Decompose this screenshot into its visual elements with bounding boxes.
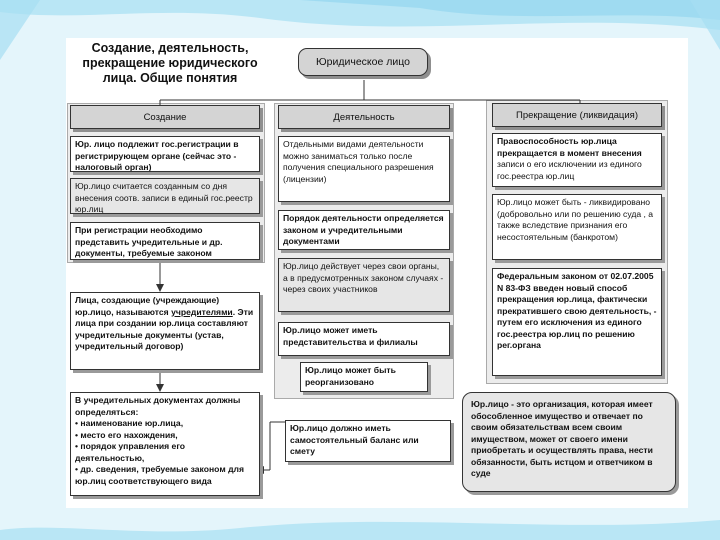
founders-text-part2: . Эти лица при создании юр.лица составляют учредительные документы (устав, учредительный договор)	[75, 306, 254, 351]
activity-organs-box	[278, 258, 450, 312]
founders-term: учредителями	[171, 306, 233, 317]
creation-registration-text: Юр. лицо подлежит гос.регистрации в регистрирующем органе (сейчас это - налоговый орган)	[75, 139, 239, 172]
termination-capacity-bold: Правоспособность юр.лица прекращается в момент внесения	[497, 136, 642, 158]
creation-date-box	[70, 178, 260, 214]
termination-law-box	[492, 268, 662, 376]
activity-branches-text: Юр.лицо может иметь представительства и филиалы	[283, 325, 418, 347]
creation-founders-box	[70, 292, 260, 370]
creation-header: Создание	[70, 105, 260, 129]
activity-branches-box	[278, 322, 450, 356]
contents-intro: В учредительных документах должны определяться:	[75, 395, 241, 417]
contents-item: • порядок управления его деятельностью,	[75, 441, 186, 463]
activity-organs-text: Юр.лицо действует через свои органы, а в предусмотренных законом случаях - через своих участников	[283, 261, 444, 294]
creation-date-text: Юр.лицо считается созданным со дня внесения соотв. записи в единый гос.реестр юр.лиц	[75, 181, 253, 214]
creation-registration-box	[70, 136, 260, 172]
activity-license-text: Отдельными видами деятельности можно заниматься только после получения специального разрешения (лицензии)	[283, 139, 434, 184]
termination-law-text: Федеральным законом от 02.07.2005 N 83-ФЗ введен новый способ прекращения юр.лица, фактически прекратившего свою деятельность, - путем его исключения из единого гос.реестра юр.лиц по решению рег.органа	[497, 271, 657, 350]
creation-documents-text: При регистрации необходимо представить учредительные и др. документы, требуемые законом	[75, 225, 223, 258]
creation-contents-box	[70, 392, 260, 496]
activity-procedure-text: Порядок деятельности определяется законом и учредительными документами	[283, 213, 444, 246]
activity-header: Деятельность	[278, 105, 450, 129]
termination-capacity-rest: записи о его исключении из единого гос.реестра юр.лиц	[497, 159, 642, 181]
definition-box	[462, 392, 676, 492]
legal-entity-node: Юридическое лицо	[298, 48, 428, 76]
contents-item: • место его нахождения,	[75, 429, 178, 440]
termination-capacity-box	[492, 133, 662, 187]
creation-documents-box	[70, 222, 260, 260]
activity-procedure-box	[278, 210, 450, 250]
activity-reorganization-text: Юр.лицо может быть реорганизовано	[305, 365, 396, 387]
activity-balance-text: Юр.лицо должно иметь самостоятельный баланс или смету	[290, 423, 419, 456]
activity-reorganization-box	[300, 362, 428, 392]
activity-license-box	[278, 136, 450, 202]
activity-balance-box	[285, 420, 451, 462]
definition-text: Юр.лицо - это организация, которая имеет обособленное имущество и отвечает по своим обязательствам всем своим имуществом, может от своего имени приобретать и осуществлять права, нести обязанности, быть истцом и ответчиком в суде	[471, 399, 653, 478]
termination-liquidation-box	[492, 194, 662, 260]
founders-text-part1: Лица, создающие (учреждающие) юр.лицо, называются	[75, 295, 220, 317]
diagram-title: Создание, деятельность, прекращение юридического лица. Общие понятия	[82, 41, 258, 85]
contents-item: • др. сведения, требуемые законом для юр.лиц соответствующего вида	[75, 464, 244, 486]
termination-header: Прекращение (ликвидация)	[492, 103, 662, 127]
termination-liquidation-text: Юр.лицо может быть - ликвидировано (добровольно или по решению суда , а также вследствие признания его несостоятельным (банкротом)	[497, 197, 654, 242]
contents-item: • наименование юр.лица,	[75, 418, 184, 428]
